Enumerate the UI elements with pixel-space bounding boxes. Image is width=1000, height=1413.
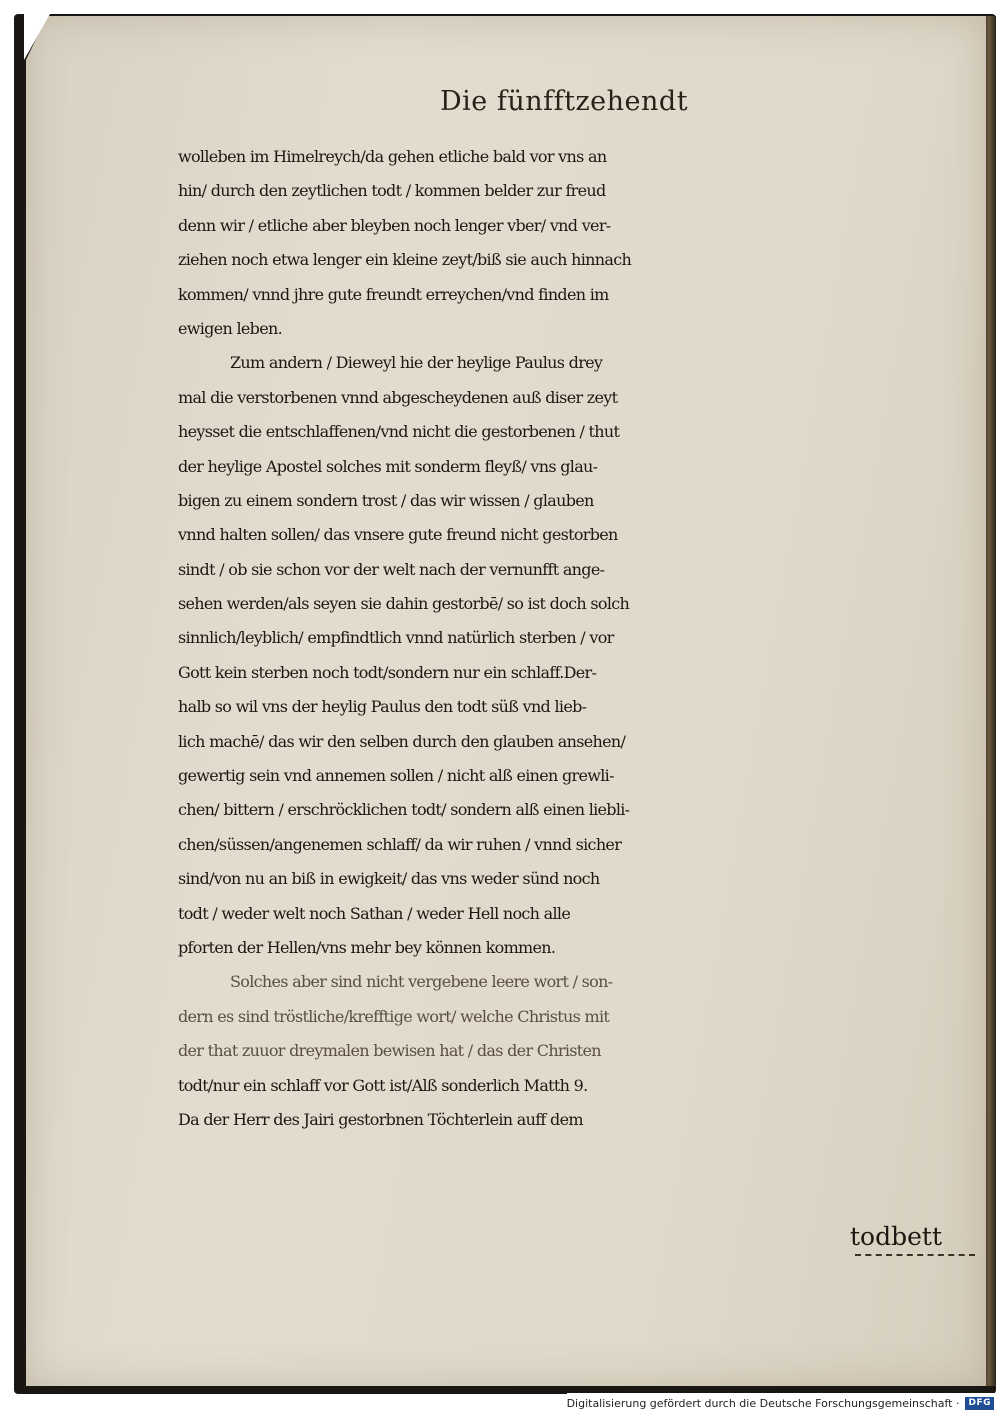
text-line: mal die verstorbenen vnnd abgescheydenen auß diser zeyt — [178, 387, 618, 407]
text-line: hin/ durch den zeytlichen todt / kommen belder zur freud — [178, 181, 606, 201]
text-line: sinnlich/leyblich/ empfindtlich vnnd natürlich sterben / vor — [178, 628, 614, 648]
dfg-logo: DFG — [965, 1397, 994, 1410]
text-line: chen/süssen/angenemen schlaff/ da wir ruhen / vnnd sicher — [178, 834, 622, 854]
text-line: wolleben im Himelreych/da gehen etliche bald vor vns an — [178, 147, 607, 166]
text-line: ziehen noch etwa lenger ein kleine zeyt/biß sie auch hinnach — [178, 250, 632, 270]
text-line: kommen/ vnnd jhre gute freundt erreychen/vnd finden im — [178, 284, 609, 304]
text-line: lich machē/ das wir den selben durch den glauben ansehen/ — [178, 731, 626, 751]
text-line: der heylige Apostel solches mit sonderm fleyß/ vns glau- — [178, 456, 598, 476]
text-line: denn wir / etliche aber bleyben noch lenger vber/ vnd ver- — [178, 215, 611, 235]
paragraph-start-line: Zum andern / Dieweyl hie der heylige Paulus drey — [230, 353, 603, 373]
text-line: Gott kein sterben noch todt/sondern nur ein schlaff.Der- — [178, 662, 597, 682]
catchword: todbett — [850, 1222, 942, 1251]
text-line: sehen werden/als seyen sie dahin gestorbē/ so ist doch solch — [178, 594, 630, 614]
text-line: vnnd halten sollen/ das vnsere gute freund nicht gestorben — [178, 525, 618, 545]
text-line: gewertig sein vnd annemen sollen / nicht alß einen grewli- — [178, 766, 614, 786]
text-line: pforten der Hellen/vns mehr bey können kommen. — [178, 937, 556, 957]
text-line: bigen zu einem sondern trost / das wir wissen / glauben — [178, 490, 594, 510]
text-line: heysset die entschlaffenen/vnd nicht die gestorbenen / thut — [178, 422, 620, 442]
text-line: ewigen leben. — [178, 318, 282, 338]
text-line: der that zuuor dreymalen bewisen hat / das der Christen — [178, 1041, 601, 1061]
text-line: todt/nur ein schlaff vor Gott ist/Alß sonderlich Matth 9. — [178, 1075, 588, 1095]
text-line: halb so wil vns der heylig Paulus den todt süß vnd lieb- — [178, 697, 587, 717]
page-body-text — [178, 140, 978, 1137]
paragraph-start-line: Solches aber sind nicht vergebene leere wort / son- — [230, 972, 613, 992]
text-line: dern es sind tröstliche/krefftige wort/ welche Christus mit — [178, 1006, 610, 1026]
funding-footer — [567, 1393, 1000, 1413]
text-line: todt / weder welt noch Sathan / weder Hell noch alle — [178, 903, 571, 923]
funding-note: Digitalisierung gefördert durch die Deutsche Forschungsgemeinschaft · — [566, 1396, 960, 1410]
text-line: chen/ bittern / erschröcklichen todt/ sondern alß einen liebli- — [178, 800, 630, 820]
catchword-underline — [855, 1254, 975, 1256]
text-line: Da der Herr des Jairi gestorbnen Töchterlein auff dem — [178, 1109, 583, 1129]
running-head: Die fünfftzehendt — [440, 86, 689, 117]
text-line: sind/von nu an biß in ewigkeit/ das vns weder sünd noch — [178, 869, 600, 889]
text-line: sindt / ob sie schon vor der welt nach der vernunfft ange- — [178, 559, 605, 579]
